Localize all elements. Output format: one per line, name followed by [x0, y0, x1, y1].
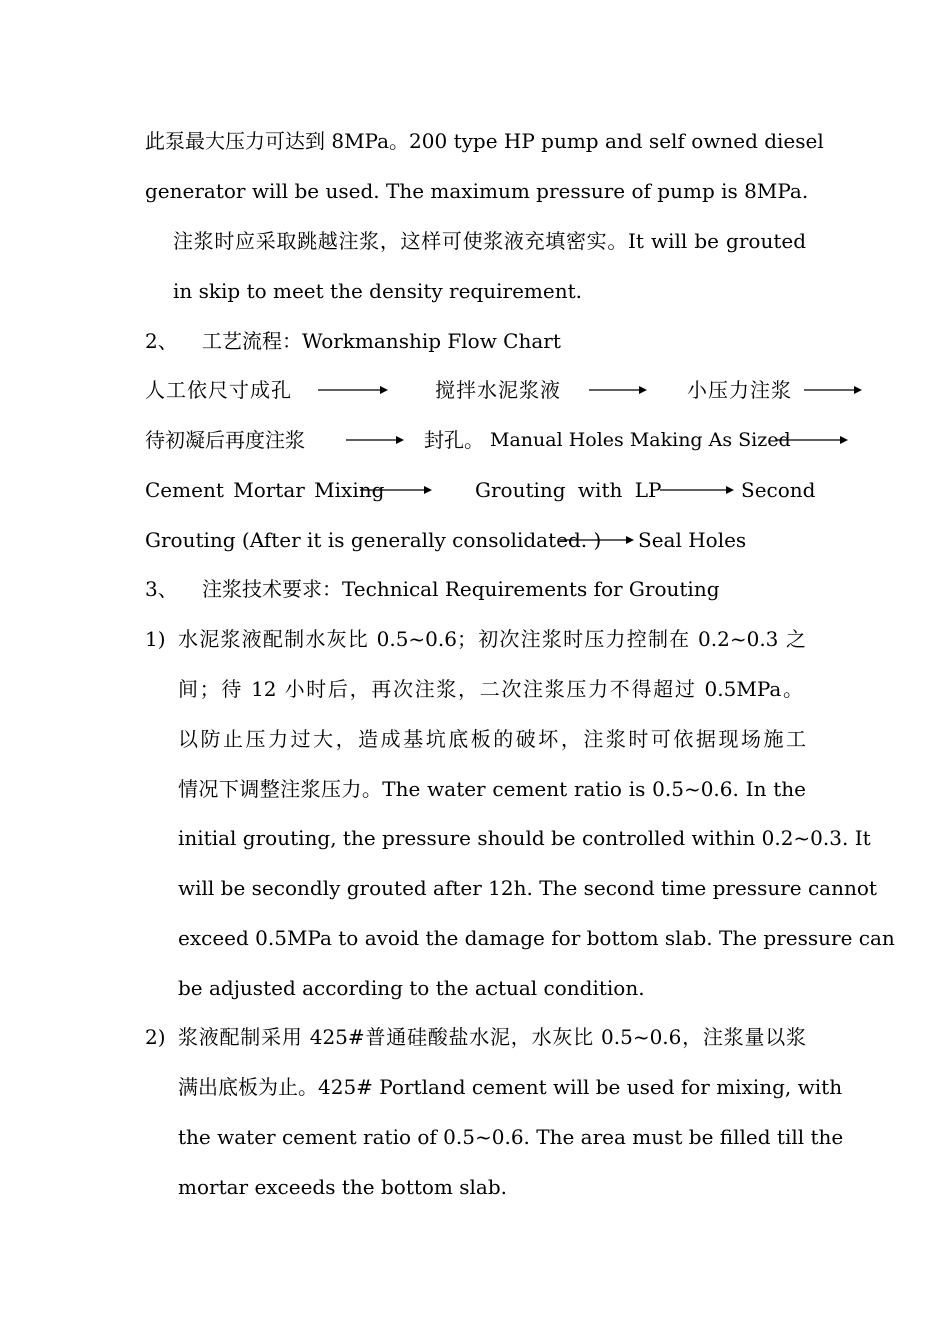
- req-2-line: the water cement ratio of 0.5~0.6. The area must be filled till the: [178, 1125, 844, 1149]
- flow-step-1-cn: 人工依尺寸成孔: [145, 378, 292, 402]
- flow-step-2-cn: 搅拌水泥浆液: [435, 378, 561, 402]
- section-3-title: 注浆技术要求：Technical Requirements for Grouting: [202, 577, 720, 601]
- flow-step-4-cn: 待初凝后再度注浆: [145, 428, 305, 452]
- flow-arrow-6: [360, 484, 432, 496]
- req-2-line: 满出底板为止。425# Portland cement will be used for mixing, with: [178, 1075, 843, 1099]
- req-1-line: exceed 0.5MPa to avoid the damage for bottom slab. The pressure can: [178, 926, 895, 950]
- skip-grouting-line-1: 注浆时应采取跳越注浆，这样可使浆液充填密实。It will be grouted: [173, 229, 806, 253]
- flow-arrow-8: [560, 534, 634, 546]
- flow-step-3-en: Grouting with LP: [475, 478, 662, 502]
- section-2-title: 工艺流程：Workmanship Flow Chart: [202, 329, 561, 353]
- req-1-line: will be secondly grouted after 12h. The second time pressure cannot: [178, 876, 877, 900]
- section-2-number: 2、: [145, 329, 178, 353]
- pump-text-line-2: generator will be used. The maximum pressure of pump is 8MPa.: [145, 179, 809, 203]
- flow-step-1-en: Manual Holes Making As Sized: [490, 429, 791, 451]
- req-1-line: initial grouting, the pressure should be controlled within 0.2~0.3. It: [178, 826, 871, 850]
- flow-step-5-en: Seal Holes: [638, 528, 747, 552]
- section-3-number: 3、: [145, 577, 178, 601]
- flow-step-2-en: Cement Mortar Mixing: [145, 478, 385, 502]
- req-1-line: 水泥浆液配制水灰比 0.5~0.6；初次注浆时压力控制在 0.2~0.3 之: [178, 627, 806, 651]
- req-1-line: 间；待 12 小时后，再次注浆，二次注浆压力不得超过 0.5MPa。: [178, 677, 803, 701]
- flow-step-4-en-a: Second: [741, 478, 816, 502]
- req-2-line: mortar exceeds the bottom slab.: [178, 1175, 507, 1199]
- req-1-line: be adjusted according to the actual condition.: [178, 976, 645, 1000]
- pump-text-line-1: 此泵最大压力可达到 8MPa。200 type HP pump and self owned diesel: [145, 129, 824, 153]
- skip-grouting-line-2: in skip to meet the density requirement.: [173, 279, 582, 303]
- flow-arrow-7: [660, 484, 734, 496]
- flow-step-3-cn: 小压力注浆: [687, 378, 792, 402]
- flow-step-5-cn: 封孔。: [424, 428, 484, 452]
- flow-arrow-5: [776, 434, 848, 446]
- flow-arrow-2: [589, 384, 647, 396]
- req-2-line: 浆液配制采用 425#普通硅酸盐水泥，水灰比 0.5~0.6，注浆量以浆: [178, 1025, 806, 1049]
- flow-step-4-en-b: Grouting (After it is generally consolidated. ): [145, 528, 602, 552]
- req-1-line: 情况下调整注浆压力。The water cement ratio is 0.5~0.6. In the: [178, 777, 806, 801]
- req-1-line: 以防止压力过大，造成基坑底板的破坏，注浆时可依据现场施工: [178, 727, 806, 751]
- req-2-number: 2): [145, 1025, 166, 1049]
- flow-arrow-3: [804, 384, 862, 396]
- flow-arrow-1: [318, 384, 388, 396]
- req-1-number: 1): [145, 627, 166, 651]
- flow-arrow-4: [346, 434, 404, 446]
